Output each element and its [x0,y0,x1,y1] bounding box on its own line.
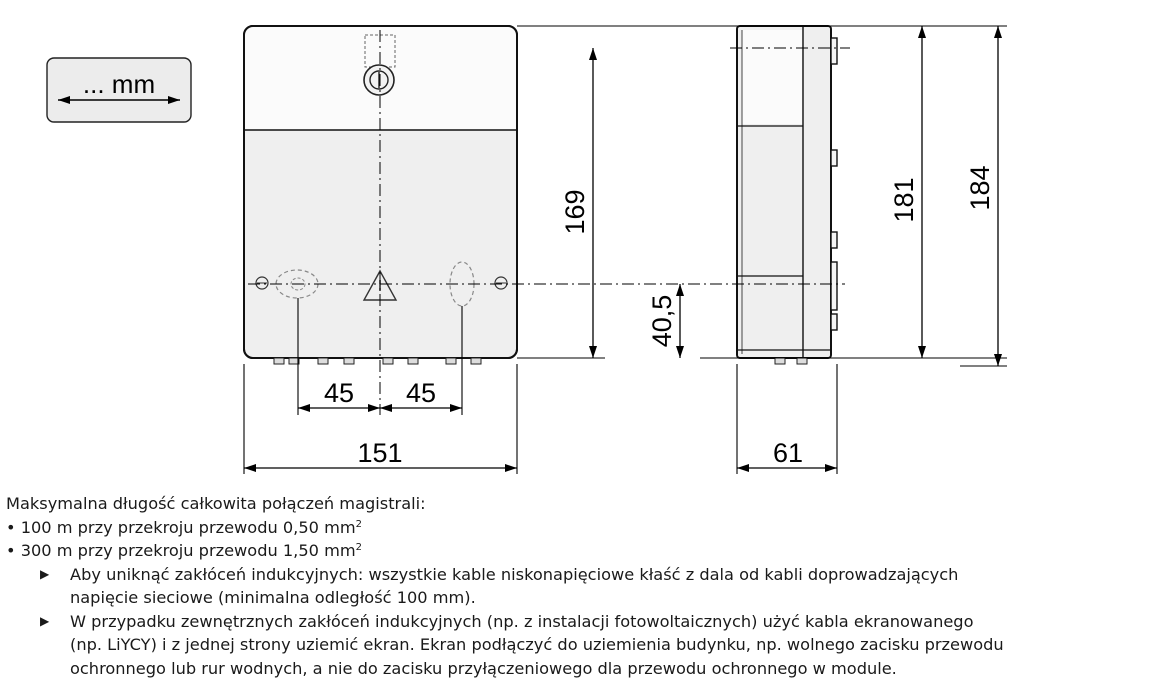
dim-height-184: 184 [965,165,995,211]
unit-legend-label: ... mm [82,69,156,99]
dim-height-169: 169 [560,189,590,235]
dim-height-40-5: 40,5 [647,294,677,348]
dim-height-181: 181 [889,177,919,223]
installation-notes [6,492,1166,680]
instruction-item: ▶ W przypadku zewnętrznych zakłóceń indukcyjnych (np. z instalacji fotowoltaicznych) użyć kabla ekranowanego (np. LiYCY) i z jednej strony uziemić ekran. Ekran podłączyć do uziemienia budynku, np. wolnego zacisku przewodu ochronnego lub rur wodnych, a nie do zacisku przyłączeniowego dla przewodu ochronnego w module. [40,611,1004,678]
dim-spacing-left: 45 [323,378,355,408]
play-arrow-icon: ▶ [40,613,50,628]
dim-spacing-right: 45 [405,378,437,408]
side-view [737,26,837,364]
bullet-item: • 300 m przy przekroju przewodu 1,50 $mm^2$ [6,541,362,560]
unit-legend-box [47,58,191,122]
play-arrow-icon: ▶ [40,566,50,581]
bullet-item: • 100 m przy przekroju przewodu 0,50 $mm^2$ [6,517,362,537]
instruction-item: ▶ Aby uniknąć zakłóceń indukcyjnych: wszystkie kable niskonapięciowe kłaść z dala od kabli doprowadzających napięcie sieciowe (minimalna odległość 100 mm). [40,564,959,607]
dim-width-151: 151 [357,438,403,468]
notes-heading: Maksymalna długość całkowita połączeń magistrali: [6,494,426,513]
dim-depth-61: 61 [772,438,804,468]
